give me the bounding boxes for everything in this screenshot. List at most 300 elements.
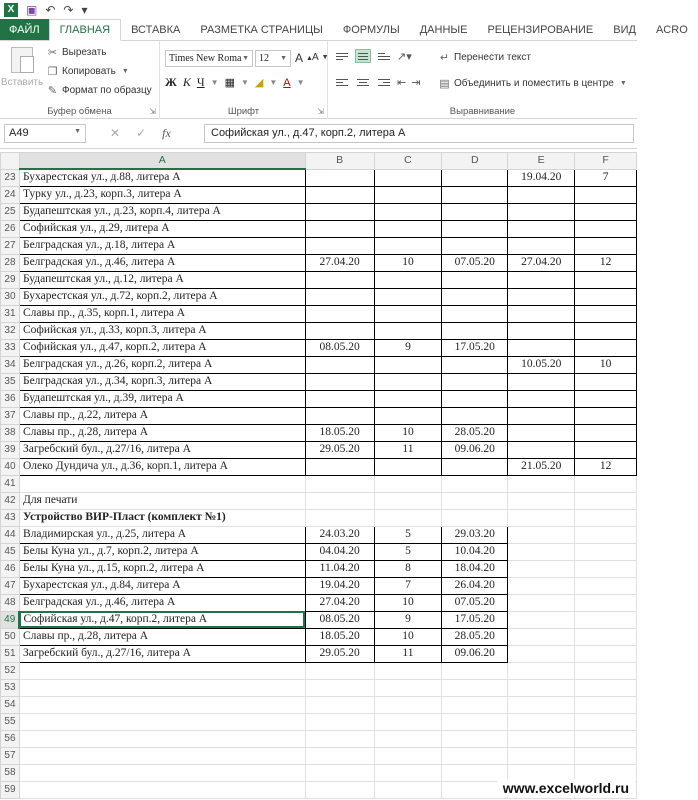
underline-button[interactable]: Ч	[196, 75, 205, 89]
row-header[interactable]: 50	[1, 628, 20, 645]
cell-f[interactable]: 10	[575, 356, 637, 373]
cell-a[interactable]	[19, 781, 305, 798]
cell-d[interactable]: 26.04.20	[442, 577, 508, 594]
cell-e[interactable]	[508, 662, 575, 679]
cell-d[interactable]: 28.05.20	[442, 628, 508, 645]
column-header-f[interactable]: F	[575, 153, 637, 170]
cell-c[interactable]	[374, 475, 442, 492]
cell-b[interactable]: 18.05.20	[305, 628, 374, 645]
cell-e[interactable]	[508, 203, 575, 220]
cell-d[interactable]	[442, 203, 508, 220]
cell-f[interactable]	[575, 662, 637, 679]
cell-d[interactable]	[442, 390, 508, 407]
row-header[interactable]: 49	[1, 611, 20, 628]
formula-input[interactable]: Софийская ул., д.47, корп.2, литера А	[204, 124, 634, 143]
cell-e[interactable]	[508, 373, 575, 390]
row-header[interactable]: 31	[1, 305, 20, 322]
tab-acrobat[interactable]: ACRO	[655, 23, 688, 36]
cell-b[interactable]	[305, 373, 374, 390]
align-bottom-icon[interactable]	[376, 49, 392, 63]
cell-b[interactable]	[305, 169, 374, 186]
cell-d[interactable]	[442, 475, 508, 492]
cell-a[interactable]: Для печати	[19, 492, 305, 509]
fill-color-icon[interactable]: ◢	[254, 77, 264, 89]
cell-b[interactable]: 18.05.20	[305, 424, 374, 441]
cell-d[interactable]	[442, 220, 508, 237]
cell-e[interactable]	[508, 526, 575, 543]
tab-page-layout[interactable]: РАЗМЕТКА СТРАНИЦЫ	[200, 23, 323, 36]
undo-icon[interactable]: ↶	[45, 2, 56, 17]
cell-f[interactable]	[575, 424, 637, 441]
italic-button[interactable]: К	[182, 75, 191, 89]
row-header[interactable]: 54	[1, 696, 20, 713]
cell-e[interactable]	[508, 594, 575, 611]
cell-e[interactable]	[508, 611, 575, 628]
cell-e[interactable]	[508, 339, 575, 356]
cell-f[interactable]	[575, 628, 637, 645]
orientation-icon[interactable]: ↗▾	[397, 50, 412, 63]
cell-a[interactable]	[19, 730, 305, 747]
font-size-select[interactable]	[255, 50, 291, 67]
cell-b[interactable]: 04.04.20	[305, 543, 374, 560]
cell-c[interactable]	[374, 492, 442, 509]
cell-b[interactable]	[305, 305, 374, 322]
cell-e[interactable]	[508, 730, 575, 747]
cell-f[interactable]	[575, 203, 637, 220]
cell-a[interactable]: Софийская ул., д.29, литера А	[19, 220, 305, 237]
row-header[interactable]: 27	[1, 237, 20, 254]
cell-d[interactable]: 07.05.20	[442, 254, 508, 271]
cell-f[interactable]	[575, 373, 637, 390]
cell-b[interactable]: 08.05.20	[305, 339, 374, 356]
cell-a[interactable]: Олеко Дундича ул., д.36, корп.1, литера А	[19, 458, 305, 475]
cell-d[interactable]	[442, 237, 508, 254]
shrink-font-button[interactable]: A ▼	[312, 52, 329, 63]
cell-a[interactable]: Белградская ул., д.18, литера А	[19, 237, 305, 254]
cell-d[interactable]	[442, 509, 508, 526]
row-header[interactable]: 46	[1, 560, 20, 577]
enter-icon[interactable]: ✓	[136, 126, 147, 140]
cell-b[interactable]	[305, 288, 374, 305]
cell-f[interactable]	[575, 645, 637, 662]
cell-d[interactable]: 09.06.20	[442, 645, 508, 662]
tab-home[interactable]: ГЛАВНАЯ	[49, 19, 121, 41]
decrease-indent-icon[interactable]: ⇤	[397, 76, 407, 89]
row-header[interactable]: 38	[1, 424, 20, 441]
cell-c[interactable]: 10	[374, 254, 442, 271]
cell-b[interactable]	[305, 407, 374, 424]
cell-a[interactable]: Будапештская ул., д.23, корп.4, литера А	[19, 203, 305, 220]
select-all-corner[interactable]	[1, 153, 20, 170]
cell-d[interactable]	[442, 662, 508, 679]
grow-font-button[interactable]: A ▲	[295, 51, 313, 65]
row-header[interactable]: 34	[1, 356, 20, 373]
cell-a[interactable]	[19, 679, 305, 696]
row-header[interactable]: 35	[1, 373, 20, 390]
cell-c[interactable]	[374, 407, 442, 424]
merge-center-button[interactable]	[438, 77, 630, 90]
cell-b[interactable]	[305, 696, 374, 713]
cell-b[interactable]	[305, 475, 374, 492]
cell-f[interactable]	[575, 339, 637, 356]
cancel-icon[interactable]: ✕	[110, 126, 121, 140]
cell-c[interactable]: 5	[374, 543, 442, 560]
cell-b[interactable]: 08.05.20	[305, 611, 374, 628]
cell-c[interactable]	[374, 458, 442, 475]
cell-e[interactable]	[508, 560, 575, 577]
row-header[interactable]: 32	[1, 322, 20, 339]
column-header-b[interactable]: B	[305, 153, 374, 170]
cell-e[interactable]	[508, 322, 575, 339]
cell-b[interactable]	[305, 492, 374, 509]
cell-f[interactable]	[575, 543, 637, 560]
tab-data[interactable]: ДАННЫЕ	[419, 23, 468, 36]
tab-view[interactable]: ВИД	[613, 23, 636, 36]
cell-b[interactable]	[305, 237, 374, 254]
cell-f[interactable]	[575, 730, 637, 747]
borders-icon[interactable]: ▦	[224, 77, 235, 89]
cell-d[interactable]: 17.05.20	[442, 339, 508, 356]
cell-f[interactable]	[575, 390, 637, 407]
cell-f[interactable]: 12	[575, 254, 637, 271]
cell-b[interactable]	[305, 186, 374, 203]
cell-d[interactable]	[442, 730, 508, 747]
cell-f[interactable]	[575, 305, 637, 322]
cell-c[interactable]	[374, 186, 442, 203]
column-header-d[interactable]: D	[442, 153, 508, 170]
name-box[interactable]	[4, 124, 86, 143]
cell-c[interactable]	[374, 373, 442, 390]
cell-f[interactable]: 7	[575, 169, 637, 186]
row-header[interactable]: 33	[1, 339, 20, 356]
cell-e[interactable]	[508, 407, 575, 424]
tab-insert[interactable]: ВСТАВКА	[131, 23, 181, 36]
redo-icon[interactable]: ↷	[63, 2, 74, 17]
cell-c[interactable]: 10	[374, 628, 442, 645]
font-color-icon[interactable]: A	[283, 76, 291, 89]
cell-c[interactable]	[374, 730, 442, 747]
customize-qa-icon[interactable]: ▾	[81, 2, 88, 17]
cell-e[interactable]	[508, 271, 575, 288]
cell-a[interactable]: Славы пр., д.35, корп.1, литера А	[19, 305, 305, 322]
cell-a[interactable]: Белградская ул., д.46, литера А	[19, 254, 305, 271]
cell-e[interactable]	[508, 441, 575, 458]
row-header[interactable]: 44	[1, 526, 20, 543]
cell-c[interactable]	[374, 390, 442, 407]
cell-a[interactable]: Белградская ул., д.34, корп.3, литера А	[19, 373, 305, 390]
cell-a[interactable]: Белградская ул., д.46, литера А	[19, 594, 305, 611]
cell-b[interactable]: 19.04.20	[305, 577, 374, 594]
chevron-down-icon[interactable]: ▼	[210, 78, 219, 87]
cell-f[interactable]	[575, 271, 637, 288]
cell-c[interactable]	[374, 696, 442, 713]
cell-a[interactable]	[19, 713, 305, 730]
save-icon[interactable]: ▣	[26, 2, 38, 17]
cell-b[interactable]: 24.03.20	[305, 526, 374, 543]
row-header[interactable]: 43	[1, 509, 20, 526]
cell-d[interactable]: 07.05.20	[442, 594, 508, 611]
cell-e[interactable]	[508, 645, 575, 662]
cell-d[interactable]: 18.04.20	[442, 560, 508, 577]
cell-c[interactable]: 5	[374, 526, 442, 543]
cell-a[interactable]: Бухарестская ул., д.88, литера А	[19, 169, 305, 186]
cell-d[interactable]	[442, 713, 508, 730]
cell-e[interactable]	[508, 288, 575, 305]
row-header[interactable]: 29	[1, 271, 20, 288]
row-header[interactable]: 41	[1, 475, 20, 492]
cell-f[interactable]	[575, 713, 637, 730]
cell-c[interactable]: 10	[374, 424, 442, 441]
cell-d[interactable]	[442, 271, 508, 288]
align-top-icon[interactable]	[334, 49, 350, 63]
cell-c[interactable]	[374, 237, 442, 254]
row-header[interactable]: 26	[1, 220, 20, 237]
cell-d[interactable]	[442, 458, 508, 475]
cell-f[interactable]	[575, 577, 637, 594]
row-header[interactable]: 25	[1, 203, 20, 220]
increase-indent-icon[interactable]: ⇥	[411, 76, 421, 89]
cell-c[interactable]	[374, 288, 442, 305]
cell-d[interactable]	[442, 305, 508, 322]
insert-function-button[interactable]: fx	[162, 126, 171, 140]
row-header[interactable]: 45	[1, 543, 20, 560]
row-header[interactable]: 58	[1, 764, 20, 781]
cell-a[interactable]	[19, 662, 305, 679]
cell-e[interactable]: 27.04.20	[508, 254, 575, 271]
cell-e[interactable]	[508, 220, 575, 237]
tab-file[interactable]: ФАЙЛ	[0, 19, 49, 40]
row-header[interactable]: 30	[1, 288, 20, 305]
format-painter-button[interactable]	[46, 84, 152, 97]
cell-b[interactable]	[305, 356, 374, 373]
font-name-select[interactable]	[165, 50, 253, 67]
cell-a[interactable]: Софийская ул., д.33, корп.3, литера А	[19, 322, 305, 339]
align-center-icon[interactable]	[355, 75, 371, 89]
cell-c[interactable]	[374, 509, 442, 526]
copy-button[interactable]	[46, 65, 132, 78]
cell-d[interactable]	[442, 747, 508, 764]
dialog-launcher-icon[interactable]: ⇲	[149, 107, 156, 116]
cell-c[interactable]	[374, 356, 442, 373]
row-header[interactable]: 55	[1, 713, 20, 730]
cell-f[interactable]	[575, 186, 637, 203]
cell-c[interactable]	[374, 781, 442, 798]
cell-b[interactable]	[305, 458, 374, 475]
chevron-down-icon[interactable]: ▼	[74, 128, 81, 135]
row-header[interactable]: 42	[1, 492, 20, 509]
cell-a[interactable]: Будапештская ул., д.12, литера А	[19, 271, 305, 288]
cell-c[interactable]	[374, 713, 442, 730]
column-header-e[interactable]: E	[508, 153, 575, 170]
row-header[interactable]: 56	[1, 730, 20, 747]
tab-review[interactable]: РЕЦЕНЗИРОВАНИЕ	[487, 23, 594, 36]
cell-d[interactable]	[442, 407, 508, 424]
cell-a[interactable]	[19, 475, 305, 492]
cell-b[interactable]	[305, 713, 374, 730]
cell-f[interactable]	[575, 594, 637, 611]
cell-a[interactable]	[19, 764, 305, 781]
cell-f[interactable]	[575, 407, 637, 424]
cell-e[interactable]	[508, 237, 575, 254]
cell-f[interactable]	[575, 288, 637, 305]
row-header[interactable]: 24	[1, 186, 20, 203]
chevron-down-icon[interactable]: ▼	[269, 78, 278, 87]
cell-c[interactable]	[374, 747, 442, 764]
cell-c[interactable]: 9	[374, 611, 442, 628]
cell-d[interactable]	[442, 492, 508, 509]
cell-e[interactable]: 10.05.20	[508, 356, 575, 373]
row-header[interactable]: 57	[1, 747, 20, 764]
cell-c[interactable]: 8	[374, 560, 442, 577]
cell-e[interactable]	[508, 492, 575, 509]
cell-e[interactable]	[508, 577, 575, 594]
row-header[interactable]: 53	[1, 679, 20, 696]
cell-a[interactable]: Славы пр., д.22, литера А	[19, 407, 305, 424]
cell-e[interactable]	[508, 543, 575, 560]
cell-a[interactable]: Бухарестская ул., д.72, корп.2, литера А	[19, 288, 305, 305]
column-header-a[interactable]: A	[19, 153, 305, 170]
cell-a[interactable]: Софийская ул., д.47, корп.2, литера А	[19, 339, 305, 356]
row-header[interactable]: 23	[1, 169, 20, 186]
row-header[interactable]: 48	[1, 594, 20, 611]
cell-a[interactable]: Загребский бул., д.27/16, литера А	[19, 441, 305, 458]
cell-e[interactable]: 19.04.20	[508, 169, 575, 186]
align-right-icon[interactable]	[376, 75, 392, 89]
cell-a[interactable]: Загребский бул., д.27/16, литера А	[19, 645, 305, 662]
chevron-down-icon[interactable]: ▼	[296, 78, 305, 87]
cell-d[interactable]	[442, 288, 508, 305]
cell-d[interactable]	[442, 169, 508, 186]
cell-a[interactable]: Будапештская ул., д.39, литера А	[19, 390, 305, 407]
cell-d[interactable]: 10.04.20	[442, 543, 508, 560]
cell-c[interactable]	[374, 271, 442, 288]
row-header[interactable]: 52	[1, 662, 20, 679]
cell-b[interactable]	[305, 390, 374, 407]
cell-c[interactable]	[374, 322, 442, 339]
cell-c[interactable]: 7	[374, 577, 442, 594]
cell-f[interactable]	[575, 526, 637, 543]
cell-b[interactable]: 29.05.20	[305, 441, 374, 458]
cell-a[interactable]: Белы Куна ул., д.15, корп.2, литера А	[19, 560, 305, 577]
cell-e[interactable]	[508, 679, 575, 696]
cell-f[interactable]	[575, 322, 637, 339]
row-header[interactable]: 39	[1, 441, 20, 458]
cell-e[interactable]	[508, 509, 575, 526]
cell-b[interactable]	[305, 322, 374, 339]
cell-c[interactable]	[374, 305, 442, 322]
cell-c[interactable]	[374, 169, 442, 186]
row-header[interactable]: 36	[1, 390, 20, 407]
cell-d[interactable]: 17.05.20	[442, 611, 508, 628]
cell-e[interactable]	[508, 628, 575, 645]
cell-c[interactable]: 9	[374, 339, 442, 356]
cell-c[interactable]	[374, 203, 442, 220]
row-header[interactable]: 51	[1, 645, 20, 662]
cell-b[interactable]	[305, 662, 374, 679]
cell-b[interactable]: 27.04.20	[305, 254, 374, 271]
cell-a[interactable]: Турку ул., д.23, корп.3, литера А	[19, 186, 305, 203]
cell-b[interactable]	[305, 271, 374, 288]
row-header[interactable]: 37	[1, 407, 20, 424]
cell-c[interactable]	[374, 662, 442, 679]
cell-a[interactable]: Славы пр., д.28, литера А	[19, 424, 305, 441]
cell-f[interactable]	[575, 611, 637, 628]
cell-b[interactable]	[305, 781, 374, 798]
cell-a[interactable]: Славы пр., д.28, литера А	[19, 628, 305, 645]
cell-d[interactable]	[442, 186, 508, 203]
align-middle-icon[interactable]	[355, 49, 371, 63]
cell-e[interactable]	[508, 424, 575, 441]
cell-c[interactable]	[374, 220, 442, 237]
cell-d[interactable]	[442, 322, 508, 339]
cell-f[interactable]	[575, 220, 637, 237]
cell-b[interactable]	[305, 747, 374, 764]
cell-a[interactable]: Владимирская ул., д.25, литера А	[19, 526, 305, 543]
cell-b[interactable]	[305, 203, 374, 220]
cell-d[interactable]	[442, 373, 508, 390]
cell-f[interactable]	[575, 237, 637, 254]
cell-f[interactable]	[575, 475, 637, 492]
cell-f[interactable]	[575, 509, 637, 526]
cell-b[interactable]	[305, 764, 374, 781]
bold-button[interactable]: Ж	[165, 75, 177, 89]
cell-c[interactable]	[374, 679, 442, 696]
row-header[interactable]: 28	[1, 254, 20, 271]
cell-f[interactable]	[575, 492, 637, 509]
row-header[interactable]: 59	[1, 781, 20, 798]
cell-b[interactable]: 29.05.20	[305, 645, 374, 662]
cell-e[interactable]	[508, 390, 575, 407]
cell-d[interactable]: 09.06.20	[442, 441, 508, 458]
cell-e[interactable]	[508, 747, 575, 764]
cell-a[interactable]	[19, 747, 305, 764]
row-header[interactable]: 47	[1, 577, 20, 594]
cell-e[interactable]	[508, 713, 575, 730]
cell-e[interactable]: 21.05.20	[508, 458, 575, 475]
cell-c[interactable]: 11	[374, 441, 442, 458]
cell-d[interactable]: 29.03.20	[442, 526, 508, 543]
cell-f[interactable]: 12	[575, 458, 637, 475]
cell-f[interactable]	[575, 441, 637, 458]
cell-c[interactable]	[374, 764, 442, 781]
cell-a[interactable]: Белы Куна ул., д.7, корп.2, литера А	[19, 543, 305, 560]
cell-e[interactable]	[508, 696, 575, 713]
cell-b[interactable]	[305, 730, 374, 747]
paste-button[interactable]	[0, 45, 44, 101]
dialog-launcher-icon[interactable]: ⇲	[317, 107, 324, 116]
cell-e[interactable]	[508, 305, 575, 322]
tab-formulas[interactable]: ФОРМУЛЫ	[342, 23, 400, 36]
cell-d[interactable]: 28.05.20	[442, 424, 508, 441]
cell-d[interactable]	[442, 696, 508, 713]
row-header[interactable]: 40	[1, 458, 20, 475]
cell-b[interactable]	[305, 679, 374, 696]
cell-b[interactable]	[305, 509, 374, 526]
align-left-icon[interactable]	[334, 75, 350, 89]
cell-f[interactable]	[575, 696, 637, 713]
cell-a[interactable]: Софийская ул., д.47, корп.2, литера А	[19, 611, 305, 628]
cell-b[interactable]: 11.04.20	[305, 560, 374, 577]
cell-a[interactable]: Бухарестская ул., д.84, литера А	[19, 577, 305, 594]
cell-a[interactable]	[19, 696, 305, 713]
chevron-down-icon[interactable]: ▼	[240, 78, 249, 87]
cell-e[interactable]	[508, 475, 575, 492]
column-header-c[interactable]: C	[374, 153, 442, 170]
cut-button[interactable]	[46, 46, 106, 59]
cell-d[interactable]	[442, 679, 508, 696]
wrap-text-button[interactable]	[438, 51, 531, 64]
cell-d[interactable]	[442, 356, 508, 373]
